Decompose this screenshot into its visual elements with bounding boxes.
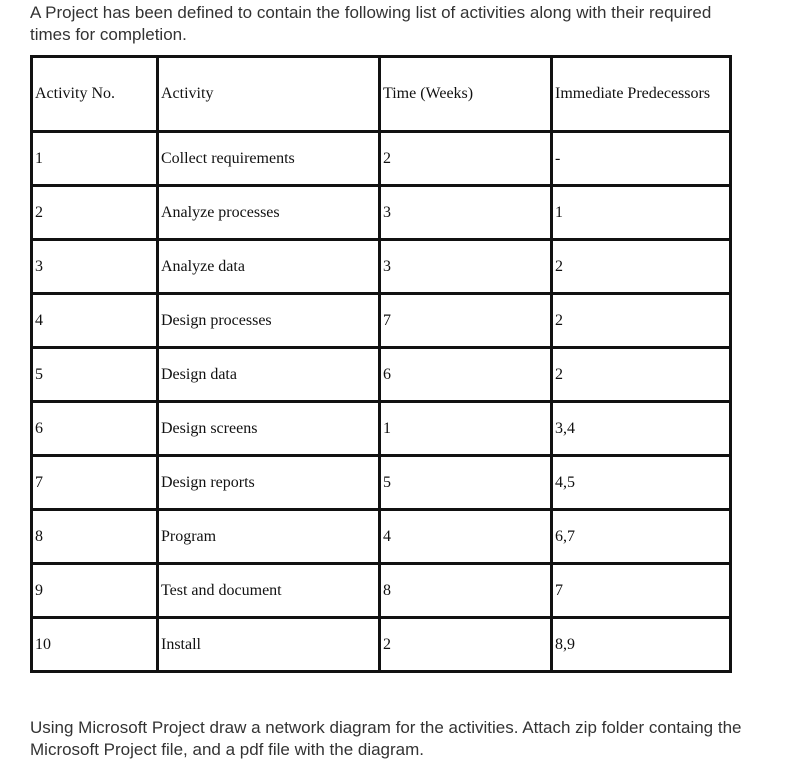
cell-activity-no: 8 — [32, 510, 158, 564]
cell-activity-no: 5 — [32, 348, 158, 402]
header-activity-no: Activity No. — [32, 57, 158, 132]
header-activity: Activity — [158, 57, 380, 132]
table-row — [32, 294, 731, 348]
cell-time: 2 — [380, 618, 552, 672]
cell-activity-no: 10 — [32, 618, 158, 672]
cell-activity-no: 3 — [32, 240, 158, 294]
table-row — [32, 456, 731, 510]
table-header-row — [32, 57, 731, 132]
header-predecessors: Immediate Predecessors — [552, 57, 731, 132]
cell-activity: Test and document — [158, 564, 380, 618]
cell-predecessors: 2 — [552, 294, 731, 348]
cell-time: 6 — [380, 348, 552, 402]
cell-activity: Design screens — [158, 402, 380, 456]
cell-activity-no: 4 — [32, 294, 158, 348]
cell-activity: Analyze data — [158, 240, 380, 294]
cell-predecessors: - — [552, 132, 731, 186]
table-row — [32, 510, 731, 564]
table-row — [32, 240, 731, 294]
outro-paragraph: Using Microsoft Project draw a network diagram for the activities. Attach zip folder containg the Microsoft Project file, and a pdf file with the diagram. — [30, 718, 742, 759]
table-row — [32, 618, 731, 672]
cell-predecessors: 4,5 — [552, 456, 731, 510]
activities-table — [30, 55, 732, 673]
header-time: Time (Weeks) — [380, 57, 552, 132]
cell-time: 7 — [380, 294, 552, 348]
cell-time: 2 — [380, 132, 552, 186]
cell-activity: Analyze processes — [158, 186, 380, 240]
cell-predecessors: 6,7 — [552, 510, 731, 564]
cell-activity: Collect requirements — [158, 132, 380, 186]
cell-predecessors: 2 — [552, 348, 731, 402]
cell-activity-no: 7 — [32, 456, 158, 510]
cell-activity-no: 6 — [32, 402, 158, 456]
table-row — [32, 132, 731, 186]
cell-time: 8 — [380, 564, 552, 618]
cell-time: 4 — [380, 510, 552, 564]
cell-time: 3 — [380, 240, 552, 294]
cell-activity-no: 9 — [32, 564, 158, 618]
cell-activity: Design data — [158, 348, 380, 402]
cell-predecessors: 3,4 — [552, 402, 731, 456]
cell-time: 5 — [380, 456, 552, 510]
table-row — [32, 186, 731, 240]
intro-paragraph: A Project has been defined to contain the following list of activities along with their required times for completion. — [30, 3, 712, 44]
cell-activity: Design processes — [158, 294, 380, 348]
table-row — [32, 348, 731, 402]
table-row — [32, 564, 731, 618]
cell-activity: Program — [158, 510, 380, 564]
cell-predecessors: 2 — [552, 240, 731, 294]
cell-predecessors: 8,9 — [552, 618, 731, 672]
cell-predecessors: 1 — [552, 186, 731, 240]
cell-activity-no: 2 — [32, 186, 158, 240]
cell-activity: Install — [158, 618, 380, 672]
cell-activity: Design reports — [158, 456, 380, 510]
cell-predecessors: 7 — [552, 564, 731, 618]
cell-time: 1 — [380, 402, 552, 456]
table-row — [32, 402, 731, 456]
cell-time: 3 — [380, 186, 552, 240]
cell-activity-no: 1 — [32, 132, 158, 186]
